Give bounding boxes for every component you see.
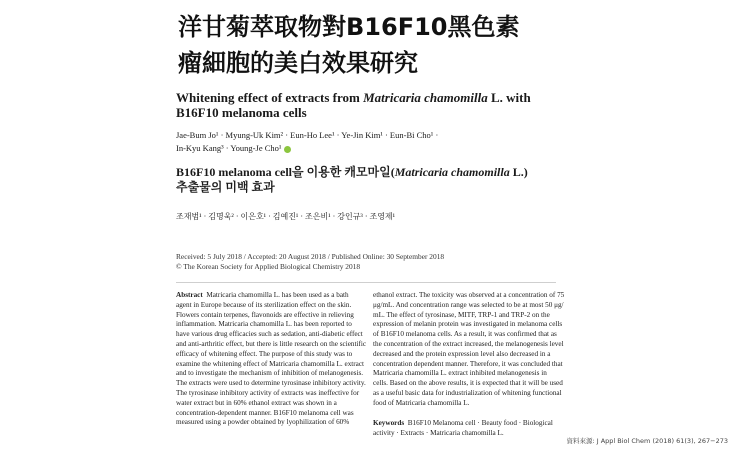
authors-line-2: In-Kyu Kang³ · Young-Je Cho¹ <box>176 143 282 153</box>
abstract-left-column <box>176 291 366 428</box>
authors-line-1: Jae-Bum Jo¹ · Myung-Uk Kim² · Eun-Ho Lee¹ · Ye-Jin Kim¹ · Eun-Bi Cho¹ · <box>176 130 439 140</box>
chinese-title-line-2: 瘤細胞的美白效果研究 <box>178 49 418 77</box>
paper-english-title <box>176 90 531 120</box>
abstract-line: Abstract Matricaria chamomilla L. has been used as a bath <box>176 291 349 299</box>
title-line-2: B16F10 melanoma cells <box>176 105 307 120</box>
abstract-label: Abstract <box>176 291 203 299</box>
title-suffix: L. with <box>487 90 531 105</box>
publication-dates <box>176 252 444 272</box>
kr-title-species: Matricaria chamomilla <box>394 165 510 179</box>
abstract-line: Flowers contain terpenes, flavonoids are effective in relieving <box>176 310 354 319</box>
abstract-line: decreased and the protein expression level also decreased in a <box>373 349 551 358</box>
abstract-line: efficacy of whitening effect. The purpose of this study was to <box>176 349 353 358</box>
abstract-line: The extracts were used to determine tyrosinase inhibitory activity. <box>176 379 366 388</box>
abstract-line: Matricaria chamomilla L. extract inhibited melanogenesis in <box>373 369 547 378</box>
divider <box>176 282 556 283</box>
keywords-label: Keywords <box>373 419 405 427</box>
dates-line-1: Received: 5 July 2018 / Accepted: 20 August 2018 / Published Online: 30 September 2018 <box>176 252 445 261</box>
abstract-line: have various drug efficacies such as sedation, anti-diabetic effect <box>176 330 363 339</box>
orcid-icon <box>284 146 291 153</box>
title-species: Matricaria chamomilla <box>363 90 488 105</box>
paper-korean-title <box>176 165 528 195</box>
abstract-line: examine the whitening effect of Matricaria chamomilla L. extract <box>176 359 365 368</box>
kr-title-line-2: 추출물의 미백 효과 <box>176 180 275 194</box>
abstract-line: cells. Based on the above results, it is expected that it will be used <box>373 379 563 388</box>
kr-title-prefix: B16F10 melanoma cell을 이용한 캐모마일( <box>176 165 395 179</box>
copyright-line: © The Korean Society for Applied Biological Chemistry 2018 <box>176 262 361 271</box>
keywords-line-2: activity · Extracts · Matricaria chamomilla L. <box>373 429 504 437</box>
abstract-line: concentration-dependent manner. B16F10 melanoma cell was <box>176 408 354 417</box>
abstract-line: measured using a powder obtained by lyophilization of 60% <box>176 418 350 427</box>
keywords <box>373 418 553 438</box>
abstract-line: ethanol extract. The toxicity was observed at a concentration of 75 <box>373 291 565 299</box>
abstract-line: as a useful basic data for industrialization of whitening functional <box>373 388 562 397</box>
abstract-right-column <box>373 291 564 409</box>
chinese-title-line-1: 洋甘菊萃取物對B16F10黑色素 <box>178 13 520 41</box>
abstract-line: inflammation. Matricaria chamomilla L. has been reported to <box>176 320 352 329</box>
paper-authors <box>176 129 438 155</box>
source-citation: 資料來源: J Appl Biol Chem (2018) 61(3), 267−273 <box>566 437 728 445</box>
abstract-line: the concentration of the extract increased, the melanogenesis level <box>373 339 564 348</box>
abstract-line: food of Matricaria chamomilla L. <box>373 398 470 407</box>
title-prefix: Whitening effect of extracts from <box>176 90 364 105</box>
abstract-line: μg/mL. And concentration range was selected to be at most 50 μg/ <box>373 300 564 309</box>
abstract-line: The tyrosinase inhibitory activity of extracts was ineffective for <box>176 388 360 397</box>
abstract-line: agent in Europe because of its sterilization effect on the skin. <box>176 300 352 309</box>
abstract-line: of B16F10 melanoma cells. As a result, it was confirmed that as <box>373 330 557 339</box>
abstract-line: and anti-arthritic effect, but there is little research on the scientific <box>176 339 367 348</box>
abstract-line: expression of melanin protein was investigated in melanoma cells <box>373 320 563 329</box>
abstract-line: mL. The effect of tyrosinase, MITF, TRP-1 and TRP-2 on the <box>373 310 550 319</box>
abstract-line: and to investigate the mechanism of inhibition of melanogenesis. <box>176 369 364 378</box>
kr-title-suffix: L.) <box>509 165 528 179</box>
korean-authors: 조재범¹ · 김명욱² · 이은호¹ · 김예진¹ · 조은비¹ · 강인규³ · 조영제¹ <box>176 212 396 221</box>
keywords-line-1: B16F10 Melanoma cell · Beauty food · Biological <box>407 419 553 427</box>
abstract-line: concentration dependent manner. Therefore, it was concluded that <box>373 359 563 368</box>
abstract-line: water extract but in 60% ethanol extract was shown in a <box>176 398 337 407</box>
